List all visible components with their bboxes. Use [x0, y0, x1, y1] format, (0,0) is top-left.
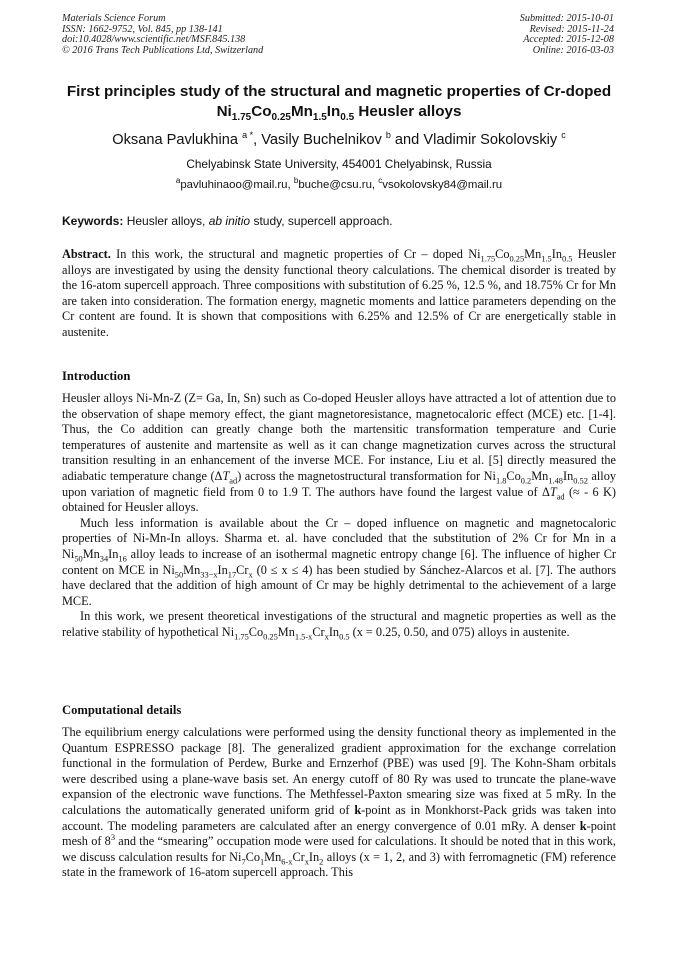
paper-title: First principles study of the structural and magnetic properties of Cr-doped $Ni_{1.75}Co_{0.25}Mn_{1.5}In_{0.5}$ Heusler alloys — [66, 83, 612, 123]
journal-name: Materials Science Forum — [62, 13, 166, 24]
email-c[interactable]: vsokolovsky84@mail.ru — [382, 179, 503, 191]
section-heading-introduction: Introduction — [62, 369, 131, 383]
date-submitted: Submitted: 2015-10-01 — [519, 13, 614, 24]
email-a[interactable]: pavluhinaoo@mail.ru, — [180, 179, 294, 191]
journal-copyright: © 2016 Trans Tech Publications Ltd, Switzerland — [62, 44, 264, 56]
date-revised: Revised: 2015-11-24 — [529, 23, 614, 35]
author-list: Oksana Pavlukhina $^{a *}$, Vasily Buchelnikov $^b$ and Vladimir Sokolovskiy $^c$ — [112, 130, 566, 148]
author-3: Vladimir Sokolovskiy — [423, 132, 558, 148]
introduction-text — [62, 391, 616, 641]
keywords: Keywords: Heusler alloys, ab initio study, supercell approach. — [62, 214, 393, 228]
author-2: Vasily Buchelnikov — [261, 132, 382, 148]
publication-dates — [520, 14, 614, 56]
email-b[interactable]: buche@csu.ru, — [298, 179, 379, 191]
affiliation: Chelyabinsk State University, 454001 Chelyabinsk, Russia — [186, 157, 492, 171]
journal-issn: ISSN: 1662-9752, Vol. 845, pp 138-141 — [62, 23, 223, 35]
author-1: Oksana Pavlukhina — [112, 132, 239, 148]
abstract: Abstract. In this work, the structural and magnetic properties of Cr – doped $Ni_{1.75}Co_{0.25}Mn_{1.5}In_{0.5}$ Heusler alloys are investigated by using the density functional theory calculations. The chemical disorder is treated by the 16-atom supercell approach. Three compositions with substitution of 6.25 %, 12.5 %, and 18.75% Cr for Mn are taken into consideration. The formation energy, magnetic moments and lattice parameters depending on the Cr content are found. It is shown that compositions with 6.25% and 12.5% of Cr are energetically stable in austenite. — [62, 247, 616, 339]
journal-doi: doi:10.4028/www.scientific.net/MSF.845.138 — [62, 34, 246, 46]
intro-paragraph-3: In this work, we present theoretical investigations of the structural and magnetic properties as well as the relative stability of hypothetical $Ni_{1.75}Co_{0.25}Mn_{1.5-x}Cr_xIn_{0.5}$ (x = 0.25, 0.50, and 075) alloys in austenite. — [62, 609, 616, 642]
date-accepted: Accepted: 2015-12-08 — [523, 34, 614, 46]
keywords-label: Keywords: — [62, 214, 124, 228]
date-online: Online: 2016-03-03 — [532, 44, 614, 56]
section-heading-computational-details: Computational details — [62, 703, 182, 717]
abstract-label: Abstract. — [62, 247, 111, 261]
author-emails: $^a$pavluhinaoo@mail.ru, $^b$buche@csu.ru, $^c$vsokolovsky84@mail.ru — [175, 176, 503, 191]
journal-info — [62, 14, 263, 56]
computational-details-text: The equilibrium energy calculations were performed using the density functional theory as implemented in the Quantum ESPRESSO package [8]. The generalized gradient approximation for the exchange correlation functional in the formulation of Perdew, Burke and Ernzerhof (PBE) was used [9]. The Kohn-Sham orbitals were described using a plane-wave basis set. An energy cutoff of 80 Ry was used to truncate the plane-wave expansion of the electronic wave functions. The Methfessel-Paxton smearing size was fixed at 5 mRy. In the calculations the automatically generated uniform grid of k-point as in Monkhorst-Pack grids was taken into account. The modeling parameters are calculated after an energy convergence of 0.01 mRy. A denser k-point mesh of $8^3$ and the “smearing” occupation mode were used for calculations. It should be noted that in this work, we discuss calculation results for $Ni_7Co_1Mn_{6-x}Cr_xIn_2$ alloys (x = 1, 2, and 3) with ferromagnetic (FM) reference state in the framework of 16-atom supercell approach. This — [62, 725, 616, 880]
intro-paragraph-2: Much less information is available about the Cr – doped influence on magnetic and magnetocaloric properties of Ni-Mn-In alloys. Sharma et. al. have concluded that the substitution of 2% Cr for Mn in a $Ni_{50}Mn_{34}In_{16}$ alloy leads to increase of an isothermal magnetic entropy change [6]. The influence of higher Cr content on MCE in $Ni_{50}Mn_{33-x}In_{17}Cr_x$ (0 ≤ x ≤ 4) has been studied by Sánchez-Alarcos et al. [7]. The authors have declared that the addition of high amount of Cr may be highly detrimental to the achievement of a large MCE. — [62, 515, 616, 608]
intro-paragraph-1: Heusler alloys Ni-Mn-Z (Z= Ga, In, Sn) such as Co-doped Heusler alloys have attracted a lot of attention due to the observation of shape memory effect, the giant magnetoresistance, magnetocaloric effect (MCE) etc. [1-4]. Thus, the Co addition can greatly change both the martensitic transformation temperature and Curie temperatures of austenite and martensite as well as it can change magnetization curves across the structural transition resulting in an enhancement of the inverse MCE. For instance, Liu et al. [5] directly measured the adiabatic temperature change $(\Delta T_{ad})$ across the magnetostructural transformation for $Ni_{1.8}Co_{0.2}Mn_{1.48}In_{0.52}$ alloy upon variation of magnetic field from 0 to 1.9 T. The authors have found the largest value of $\Delta T_{ad}$ (≈ - 6 K) obtained for Heusler alloys. — [62, 391, 616, 515]
